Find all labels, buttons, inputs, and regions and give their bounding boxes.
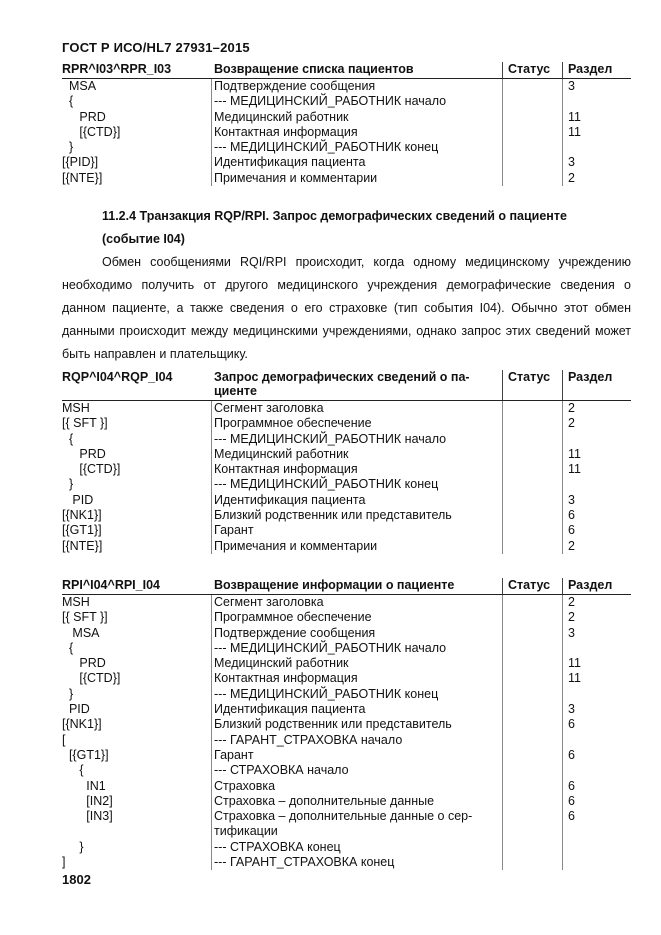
table-row — [62, 733, 631, 748]
row-description: Примечания и комментарии — [214, 170, 378, 185]
row-section: 11 — [568, 124, 581, 139]
row-code: [{NTE}] — [62, 538, 103, 553]
row-description: Контактная информация — [214, 462, 358, 477]
column-header: Раздел — [568, 578, 613, 592]
table-row — [62, 140, 631, 155]
row-code: { — [62, 763, 84, 778]
row-code: PRD — [62, 656, 106, 671]
table-row — [62, 416, 631, 431]
row-description: Подтверждение сообщения — [214, 79, 376, 93]
table-row — [62, 656, 631, 671]
section-title-line2: (событие I04) — [102, 232, 185, 246]
row-code: } — [62, 477, 74, 492]
row-section: 3 — [568, 492, 575, 507]
column-header: RQP^I04^RQP_I04 — [62, 370, 173, 384]
column-header: Раздел — [568, 370, 613, 384]
row-section: 6 — [568, 717, 575, 732]
row-description: Идентификация пациента — [214, 492, 366, 507]
table-rpr-i03 — [62, 62, 631, 186]
row-section: 11 — [568, 462, 581, 477]
column-header: RPR^I03^RPR_I03 — [62, 62, 172, 76]
row-section: 6 — [568, 747, 575, 762]
row-description: Идентификация пациента — [214, 702, 366, 717]
page-number: 1802 — [62, 872, 91, 887]
row-description: Идентификация пациента — [214, 155, 366, 170]
row-section: 11 — [568, 656, 581, 671]
table-header — [62, 370, 631, 401]
table-row — [62, 702, 631, 717]
table-row — [62, 155, 631, 170]
column-header: RPI^I04^RPI_I04 — [62, 578, 160, 592]
row-code: [{ SFT }] — [62, 610, 108, 625]
table-row — [62, 840, 631, 855]
row-section: 3 — [568, 702, 575, 717]
row-description: Близкий родственник или представитель — [214, 508, 452, 523]
row-code: MSH — [62, 595, 90, 609]
table-row — [62, 595, 631, 610]
row-code: [{PID}] — [62, 155, 99, 170]
row-code: ] — [62, 855, 66, 870]
row-code: PID — [62, 492, 94, 507]
table-row — [62, 523, 631, 538]
row-description: Программное обеспечение — [214, 416, 372, 431]
row-description: Медицинский работник — [214, 446, 349, 461]
row-section: 3 — [568, 625, 575, 640]
table-row — [62, 779, 631, 794]
table-row — [62, 79, 631, 94]
row-description: Страховка – дополнительные данные о сер-тификации — [214, 809, 473, 839]
row-code: PRD — [62, 446, 106, 461]
table-header — [62, 62, 631, 79]
row-code: [{CTD}] — [62, 671, 121, 686]
row-code: { — [62, 94, 74, 109]
row-code: MSA — [62, 79, 97, 93]
document-header: ГОСТ Р ИСО/HL7 27931–2015 — [62, 40, 250, 55]
row-description: Гарант — [214, 747, 254, 762]
table-row — [62, 493, 631, 508]
row-description: Сегмент заголовка — [214, 401, 324, 415]
row-description: Контактная информация — [214, 671, 358, 686]
column-header: Статус — [508, 370, 551, 384]
row-code: MSA — [62, 625, 100, 640]
table-header — [62, 578, 631, 595]
row-code: [{CTD}] — [62, 124, 121, 139]
row-code: [{ SFT }] — [62, 416, 108, 431]
row-code: } — [62, 839, 84, 854]
row-section: 3 — [568, 155, 575, 170]
row-code: [IN2] — [62, 793, 113, 808]
row-description: --- СТРАХОВКА начало — [214, 763, 349, 778]
row-description: Медицинский работник — [214, 656, 349, 671]
column-header: Раздел — [568, 62, 613, 76]
table-row — [62, 125, 631, 140]
table-row — [62, 110, 631, 125]
row-code: PRD — [62, 109, 106, 124]
row-section: 6 — [568, 778, 575, 793]
row-section: 2 — [568, 416, 575, 431]
table-row — [62, 94, 631, 109]
row-description: --- ГАРАНТ_СТРАХОВКА начало — [214, 732, 403, 747]
table-row — [62, 539, 631, 554]
row-description: Сегмент заголовка — [214, 595, 324, 609]
row-description: --- МЕДИЦИНСКИЙ_РАБОТНИК конец — [214, 140, 439, 155]
section-title — [62, 205, 631, 251]
row-section: 11 — [568, 671, 581, 686]
table-row — [62, 717, 631, 732]
row-code: } — [62, 140, 74, 155]
row-section: 11 — [568, 109, 581, 124]
table-row — [62, 671, 631, 686]
table-row — [62, 432, 631, 447]
row-code: [ — [62, 732, 66, 747]
row-code: } — [62, 686, 74, 701]
row-description: --- МЕДИЦИНСКИЙ_РАБОТНИК начало — [214, 94, 447, 109]
row-description: --- МЕДИЦИНСКИЙ_РАБОТНИК начало — [214, 431, 447, 446]
row-description: --- МЕДИЦИНСКИЙ_РАБОТНИК начало — [214, 640, 447, 655]
column-header: Возвращение списка пациентов — [214, 62, 414, 76]
row-description: Страховка – дополнительные данные — [214, 793, 435, 808]
row-code: [IN3] — [62, 809, 113, 824]
table-row — [62, 687, 631, 702]
row-section: 6 — [568, 523, 575, 538]
table-row — [62, 462, 631, 477]
row-section: 2 — [568, 610, 575, 625]
table-row — [62, 477, 631, 492]
row-description: Подтверждение сообщения — [214, 625, 376, 640]
row-code: [{GT1}] — [62, 523, 102, 538]
row-section: 2 — [568, 538, 575, 553]
row-code: [{CTD}] — [62, 462, 121, 477]
column-header: Возвращение информации о пациенте — [214, 578, 455, 592]
row-section: 2 — [568, 401, 575, 415]
row-section: 11 — [568, 446, 581, 461]
table-row — [62, 794, 631, 809]
table-row — [62, 641, 631, 656]
table-row — [62, 748, 631, 763]
row-code: IN1 — [62, 778, 106, 793]
column-header: Запрос демографических сведений о па-циенте — [214, 370, 470, 398]
section-paragraph: Обмен сообщениями RQI/RPI происходит, когда одному медицинскому учреждению необходимо получить от другого медицинского учреждения демографические сведения о данном пациенте, а также сведения о его страховке (тип события I04). Обычно этот обмен данными происходит между медицинскими учреждениями, однако запрос этих сведений может быть направлен и плательщику. — [62, 255, 631, 361]
row-section: 6 — [568, 809, 575, 824]
row-code: [{NK1}] — [62, 717, 102, 732]
row-code: [{NK1}] — [62, 508, 102, 523]
row-code: [{NTE}] — [62, 170, 103, 185]
table-row — [62, 447, 631, 462]
row-description: --- СТРАХОВКА конец — [214, 839, 341, 854]
table-row — [62, 855, 631, 870]
row-description: Гарант — [214, 523, 254, 538]
row-code: { — [62, 640, 74, 655]
column-header: Статус — [508, 62, 551, 76]
row-section: 6 — [568, 793, 575, 808]
row-description: --- ГАРАНТ_СТРАХОВКА конец — [214, 855, 395, 870]
table-row — [62, 809, 631, 840]
row-section: 6 — [568, 508, 575, 523]
table-row — [62, 626, 631, 641]
table-row — [62, 171, 631, 186]
row-description: Близкий родственник или представитель — [214, 717, 452, 732]
row-section: 2 — [568, 595, 575, 609]
row-description: --- МЕДИЦИНСКИЙ_РАБОТНИК конец — [214, 686, 439, 701]
row-description: Программное обеспечение — [214, 610, 372, 625]
row-description: --- МЕДИЦИНСКИЙ_РАБОТНИК конец — [214, 477, 439, 492]
row-description: Контактная информация — [214, 124, 358, 139]
row-section: 2 — [568, 170, 575, 185]
section-title-line1: 11.2.4 Транзакция RQP/RPI. Запрос демографических сведений о пациенте — [102, 209, 567, 223]
row-code: MSH — [62, 401, 90, 415]
table-row — [62, 610, 631, 625]
table-rpi-i04 — [62, 578, 631, 870]
row-code: { — [62, 431, 74, 446]
row-description: Примечания и комментарии — [214, 538, 378, 553]
row-description: Страховка — [214, 778, 276, 793]
table-row — [62, 763, 631, 778]
row-description: Медицинский работник — [214, 109, 349, 124]
column-header: Статус — [508, 578, 551, 592]
table-row — [62, 401, 631, 416]
row-code: PID — [62, 702, 90, 717]
table-row — [62, 508, 631, 523]
row-section: 3 — [568, 79, 575, 93]
row-code: [{GT1}] — [62, 747, 109, 762]
table-rqp-i04 — [62, 370, 631, 554]
